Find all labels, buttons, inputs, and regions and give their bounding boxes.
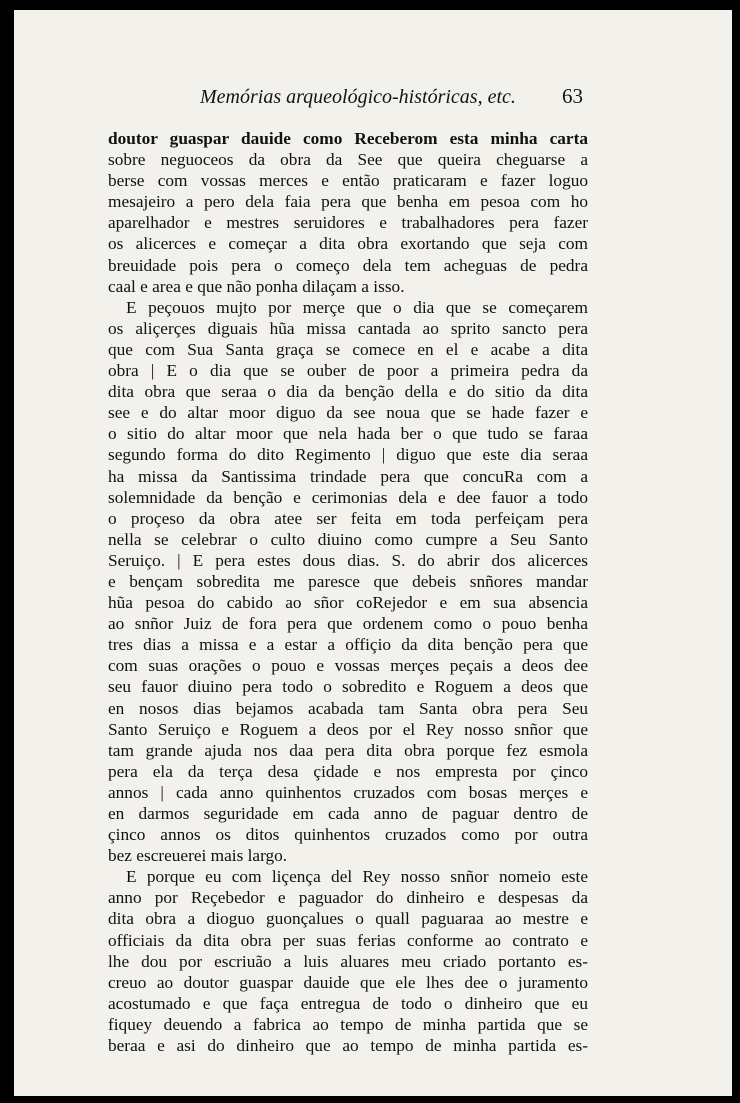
text-line: breuidade pois pera o começo dela tem acheguas de pedra xyxy=(108,255,588,275)
text-line: en nosos dias bejamos acabada tam Santa obra pera Seu xyxy=(108,698,588,718)
text-line: see e do altar moor diguo da see noua que se hade fazer e xyxy=(108,403,588,423)
text-line: creuo ao doutor guaspar dauide que ele lhes dee o juramento xyxy=(108,972,588,992)
text-line: fiquey deuendo a fabrica ao tempo de minha partida que se xyxy=(108,1014,588,1034)
text-line: seu fauor diuino pera todo o sobredito e Roguem a deos que xyxy=(108,677,588,697)
text-line: officiais da dita obra per suas ferias conforme ao contrato e xyxy=(108,930,588,950)
text-line: Santo Seruiço e Roguem a deos por el Rey nosso snñor que xyxy=(108,719,588,739)
body-text xyxy=(108,128,588,1056)
text-line: dita obra a dioguo guonçalues o quall paguaraa ao mestre e xyxy=(108,909,588,929)
text-line: annos | cada anno quinhentos cruzados com bosas merçes e xyxy=(108,782,588,802)
text-line: segundo forma do dito Regimento | diguo que este dia seraa xyxy=(108,445,588,465)
text-line: E porque eu com liçença del Rey nosso snñor nomeio este xyxy=(126,867,588,887)
text-line: que com Sua Santa graça se comece en el e acabe a dita xyxy=(108,339,588,359)
text-line: tres dias a missa e a estar a offiçio da dita benção pera que xyxy=(108,635,588,655)
text-line: pera ela da terça desa çidade e nos empresta por çinco xyxy=(108,761,588,781)
text-line: e bençam sobredita me paresce que debeis snñores mandar xyxy=(108,571,588,591)
text-line: acostumado e que faça entregua de todo o dinheiro que eu xyxy=(108,993,588,1013)
text-line: caal e area e que não ponha dilaçam a isso. xyxy=(108,276,405,296)
text-line: solemnidade da benção e cerimonias dela e dee fauor a todo xyxy=(108,487,588,507)
text-line: ha missa da Santissima trindade pera que concuRa com a xyxy=(108,466,588,486)
text-line: o proçeso da obra atee ser feita em toda perfeiçam pera xyxy=(108,508,588,528)
text-line: sobre neguoceos da obra da See que queira cheguarse a xyxy=(108,150,588,170)
text-line: tam grande ajuda nos daa pera dita obra porque fez esmola xyxy=(108,740,588,760)
page-number: 63 xyxy=(562,84,583,108)
text-line: beraa e asi do dinheiro que ao tempo de minha partida es- xyxy=(108,1036,588,1056)
page-header xyxy=(14,78,732,112)
text-line: çinco annos os ditos quinhentos cruzados como por outra xyxy=(108,825,588,845)
text-line: Seruiço. | E pera estes dous dias. S. do abrir dos alicerces xyxy=(108,550,588,570)
text-line: nella se celebrar o culto diuino como cumpre a Seu Santo xyxy=(108,529,588,549)
text-line: en darmos seguridade em cada anno de paguar dentro de xyxy=(108,804,588,823)
text-line: o sitio do altar moor que nela hada ber o que tudo se faraa xyxy=(108,424,588,444)
text-line: os alicerces e começar a dita obra exortando que seja com xyxy=(108,234,588,254)
text-line: os aliçerçes diguais hũa missa cantada ao sprito sancto pera xyxy=(108,318,588,338)
text-line: bez escreuerei mais largo. xyxy=(108,846,288,866)
text-line: ao snñor Juiz de fora pera que ordenem como o pouo benha xyxy=(108,614,588,634)
book-page xyxy=(14,10,732,1096)
text-line: lhe dou por escriuão a luis aluares meu criado portanto es- xyxy=(108,951,588,971)
text-line: doutor guaspar dauide como Receberom esta minha carta xyxy=(108,129,588,148)
text-line: berse com vossas merces e então praticaram e fazer loguo xyxy=(108,171,588,191)
running-title: Memórias arqueológico-históricas, etc. xyxy=(200,86,516,108)
text-line: aparelhador e mestres seruidores e trabalhadores pera fazer xyxy=(108,213,588,233)
text-line: E peçouos mujto por merçe que o dia que se começarem xyxy=(126,297,588,317)
text-line: com suas orações o pouo e vossas merçes peçais a deos dee xyxy=(108,656,588,676)
text-line: obra | E o dia que se ouber de poor a primeira pedra da xyxy=(108,361,588,381)
text-line: dita obra que seraa o dia da benção della e do sitio da dita xyxy=(108,382,588,402)
text-line: hũa pesoa do cabido ao sñor coRejedor e em sua absencia xyxy=(108,593,588,613)
text-line: anno por Reçebedor e paguador do dinheiro e despesas da xyxy=(108,888,588,908)
text-line: mesajeiro a pero dela faia pera que benha em pesoa com ho xyxy=(108,192,588,212)
